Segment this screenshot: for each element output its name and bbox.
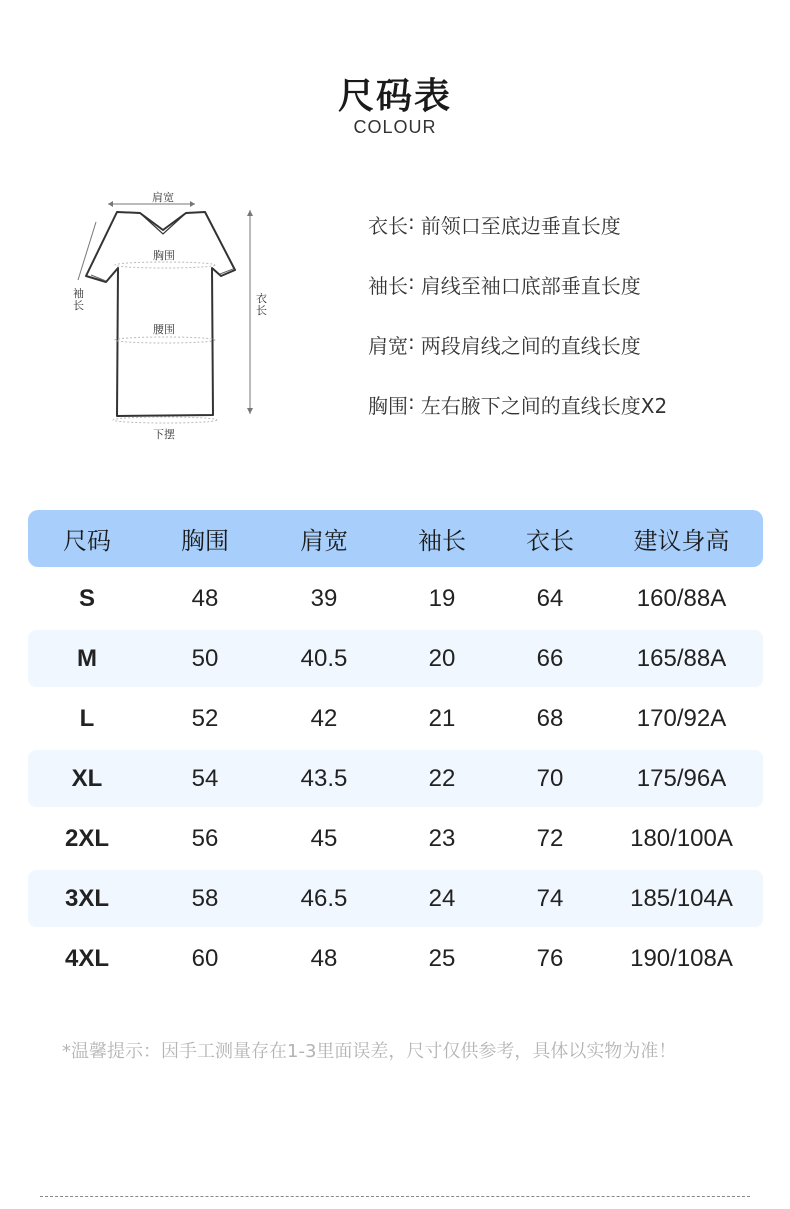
page-subtitle: COLOUR	[353, 117, 437, 137]
definition-term: 胸围	[368, 394, 408, 418]
definition-term: 衣长	[368, 214, 408, 238]
chest-cell: 58	[191, 884, 219, 912]
table-header	[28, 510, 763, 567]
definition-text: 前领口至底边垂直长度	[420, 214, 621, 238]
shoulder-cell: 42	[310, 704, 338, 732]
header-shoulder: 肩宽	[300, 528, 348, 555]
hem-ellipse	[113, 417, 217, 423]
height-cell: 190/108A	[630, 944, 733, 972]
size-cell: M	[77, 644, 97, 672]
definition-length	[368, 210, 768, 270]
size-cell: S	[78, 584, 95, 612]
header-length: 衣长	[526, 528, 574, 555]
shoulder-cell: 39	[310, 584, 338, 612]
chest-cell: 50	[191, 644, 219, 672]
hem-label: 下摆	[153, 428, 175, 441]
shoulder-label: 肩宽	[152, 191, 174, 204]
sleeve-cell: 23	[428, 824, 456, 852]
size-cell: 3XL	[64, 884, 109, 912]
height-cell: 165/88A	[636, 644, 727, 672]
tshirt-outline	[86, 212, 235, 416]
length-label-1: 衣	[256, 292, 267, 305]
height-cell: 185/104A	[630, 884, 733, 912]
chest-label: 胸围	[153, 249, 175, 262]
definition-separator: :	[408, 390, 415, 414]
size-table	[28, 510, 763, 987]
definition-separator: :	[408, 330, 415, 354]
length-cell: 66	[536, 644, 564, 672]
table-row	[28, 570, 763, 627]
table-row	[28, 750, 763, 807]
sleeve-cell: 25	[428, 944, 456, 972]
definition-chest	[368, 390, 768, 450]
length-cell: 72	[536, 824, 564, 852]
length-cell: 68	[536, 704, 564, 732]
header-sleeve: 袖长	[418, 528, 466, 555]
definition-text: 肩线至袖口底部垂直长度	[420, 274, 641, 298]
chest-cell: 54	[191, 764, 219, 792]
table-row	[28, 690, 763, 747]
header-height: 建议身高	[633, 528, 730, 555]
shoulder-cell: 46.5	[300, 884, 348, 912]
waist-label: 腰围	[153, 323, 175, 336]
height-cell: 160/88A	[636, 584, 727, 612]
sleeve-cell: 19	[428, 584, 456, 612]
length-cell: 64	[536, 584, 564, 612]
measurement-note: *温馨提示：因手工测量存在1-3里面误差，尺寸仅供参考，具体以实物为准！	[62, 1041, 677, 1062]
definition-shoulder	[368, 330, 768, 390]
size-cell: L	[79, 704, 95, 732]
definition-sleeve	[368, 270, 768, 330]
chest-cell: 56	[191, 824, 219, 852]
tshirt-measurement-illustration	[60, 180, 290, 450]
length-cell: 74	[536, 884, 564, 912]
header-size: 尺码	[63, 528, 111, 555]
tshirt-diagram	[60, 180, 290, 450]
sleeve-cell: 21	[428, 704, 456, 732]
length-cell: 70	[536, 764, 564, 792]
definition-text: 左右腋下之间的直线长度X2	[420, 394, 668, 418]
definition-term: 肩宽	[368, 334, 408, 358]
table-row	[28, 930, 763, 987]
definition-text: 两段肩线之间的直线长度	[420, 334, 641, 358]
chest-cell: 52	[191, 704, 219, 732]
table-row	[28, 810, 763, 867]
bottom-divider	[40, 1196, 750, 1197]
size-cell: 4XL	[64, 944, 109, 972]
height-cell: 180/100A	[630, 824, 733, 852]
sleeve-cell: 24	[428, 884, 456, 912]
shoulder-cell: 43.5	[300, 764, 348, 792]
sleeve-cell: 22	[428, 764, 456, 792]
length-cell: 76	[536, 944, 564, 972]
chest-cell: 60	[191, 944, 219, 972]
table-row	[28, 870, 763, 927]
shoulder-cell: 45	[310, 824, 338, 852]
definition-separator: :	[408, 270, 415, 294]
sleeve-label-1: 袖	[73, 287, 84, 300]
chest-cell: 48	[191, 584, 219, 612]
size-cell: 2XL	[64, 824, 109, 852]
definition-term: 袖长	[368, 274, 408, 298]
length-label-2: 长	[256, 304, 267, 317]
page-title: 尺码表	[337, 76, 452, 117]
definition-separator: :	[408, 210, 415, 234]
header-chest: 胸围	[181, 528, 229, 555]
sleeve-cell: 20	[428, 644, 456, 672]
measurement-definitions	[368, 210, 768, 450]
size-cell: XL	[71, 764, 103, 792]
shoulder-cell: 40.5	[300, 644, 348, 672]
table-row	[28, 630, 763, 687]
height-cell: 175/96A	[636, 764, 727, 792]
shoulder-cell: 48	[310, 944, 338, 972]
height-cell: 170/92A	[636, 704, 727, 732]
sleeve-label-2: 长	[73, 299, 84, 312]
